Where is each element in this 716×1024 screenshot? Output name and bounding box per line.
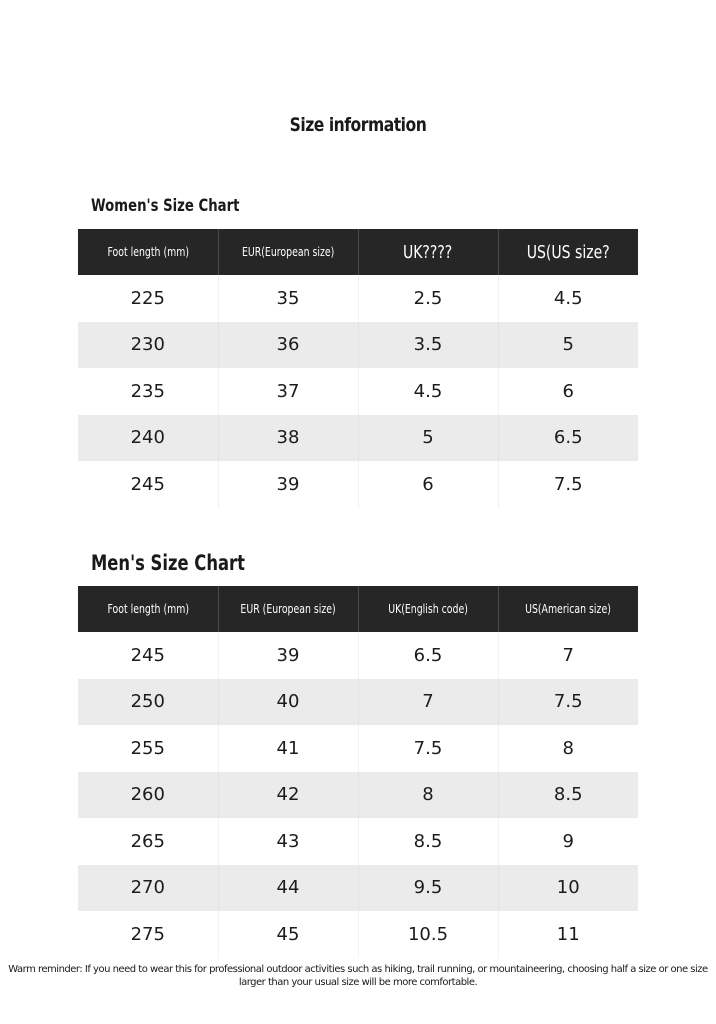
cell-uk: 2.5 [358, 275, 498, 322]
cell-uk: 7 [358, 679, 498, 726]
table-row [78, 275, 638, 322]
header-uk: UK???? [358, 229, 498, 275]
cell-uk: 7.5 [358, 725, 498, 772]
table-row [78, 818, 638, 865]
cell-us: 4.5 [553, 287, 583, 309]
table-row [78, 632, 638, 679]
cell-foot-length: 245 [78, 461, 218, 508]
table-row [78, 461, 638, 508]
table-header-row [78, 586, 638, 632]
cell-eur: 39 [218, 632, 358, 679]
cell-us: 6 [562, 380, 574, 402]
cell-eur: 41 [218, 725, 358, 772]
cell-eur: 40 [218, 679, 358, 726]
cell-foot-length: 225 [78, 275, 218, 322]
cell-foot-length: 240 [78, 415, 218, 462]
cell-foot-length: 230 [78, 322, 218, 369]
table-row [78, 772, 638, 819]
cell-eur: 43 [218, 818, 358, 865]
cell-foot-length: 275 [78, 911, 218, 958]
cell-foot-length: 250 [78, 679, 218, 726]
cell-uk: 4.5 [358, 368, 498, 415]
mens-size-chart-title: Men's Size Chart [91, 551, 245, 575]
cell-uk: 6.5 [358, 632, 498, 679]
cell-foot-length: 255 [78, 725, 218, 772]
cell-us: 7.5 [498, 679, 638, 726]
cell-eur: 39 [218, 461, 358, 508]
cell-foot-length: 270 [78, 865, 218, 912]
cell-foot-length: 265 [78, 818, 218, 865]
table-row [78, 725, 638, 772]
womens-size-table [78, 229, 638, 508]
table-row [78, 679, 638, 726]
cell-foot-length: 235 [78, 368, 218, 415]
table-row [78, 322, 638, 369]
warm-reminder-note: Warm reminder: If you need to wear this for professional outdoor activities such as hiking, trail running, or mountaineering, choosing half a size or one size larger than your usual size will be more comfortable. [8, 964, 708, 988]
cell-eur: 35 [218, 275, 358, 322]
header-us: US(American size) [498, 586, 638, 632]
cell-eur: 45 [218, 911, 358, 958]
cell-eur: 44 [218, 865, 358, 912]
cell-uk: 3.5 [358, 322, 498, 369]
cell-us: 8 [562, 737, 574, 759]
cell-uk: 10.5 [358, 911, 498, 958]
cell-eur: 42 [218, 772, 358, 819]
cell-us: 7 [562, 644, 574, 666]
cell-uk: 8.5 [358, 818, 498, 865]
cell-us: 6.5 [498, 415, 638, 462]
header-eur: EUR(European size) [218, 229, 358, 275]
cell-us: 11 [556, 923, 580, 945]
womens-size-chart-title: Women's Size Chart [91, 196, 240, 216]
cell-us: 5 [498, 322, 638, 369]
table-row [78, 911, 638, 958]
mens-size-table [78, 586, 638, 958]
table-header-row [78, 229, 638, 275]
table-row [78, 865, 638, 912]
cell-us: 9 [562, 830, 574, 852]
cell-uk: 6 [358, 461, 498, 508]
header-foot-length: Foot length (mm) [78, 229, 218, 275]
table-row [78, 415, 638, 462]
cell-foot-length: 245 [78, 632, 218, 679]
header-eur: EUR (European size) [218, 586, 358, 632]
table-row [78, 368, 638, 415]
cell-eur: 37 [218, 368, 358, 415]
header-uk: UK(English code) [358, 586, 498, 632]
cell-uk: 9.5 [358, 865, 498, 912]
cell-foot-length: 260 [78, 772, 218, 819]
header-foot-length: Foot length (mm) [78, 586, 218, 632]
cell-us: 7.5 [553, 473, 583, 495]
cell-eur: 36 [218, 322, 358, 369]
cell-uk: 8 [358, 772, 498, 819]
page-title: Size information [289, 114, 427, 136]
cell-us: 10 [498, 865, 638, 912]
cell-uk: 5 [358, 415, 498, 462]
header-us: US(US size? [498, 229, 638, 275]
cell-us: 8.5 [498, 772, 638, 819]
cell-eur: 38 [218, 415, 358, 462]
